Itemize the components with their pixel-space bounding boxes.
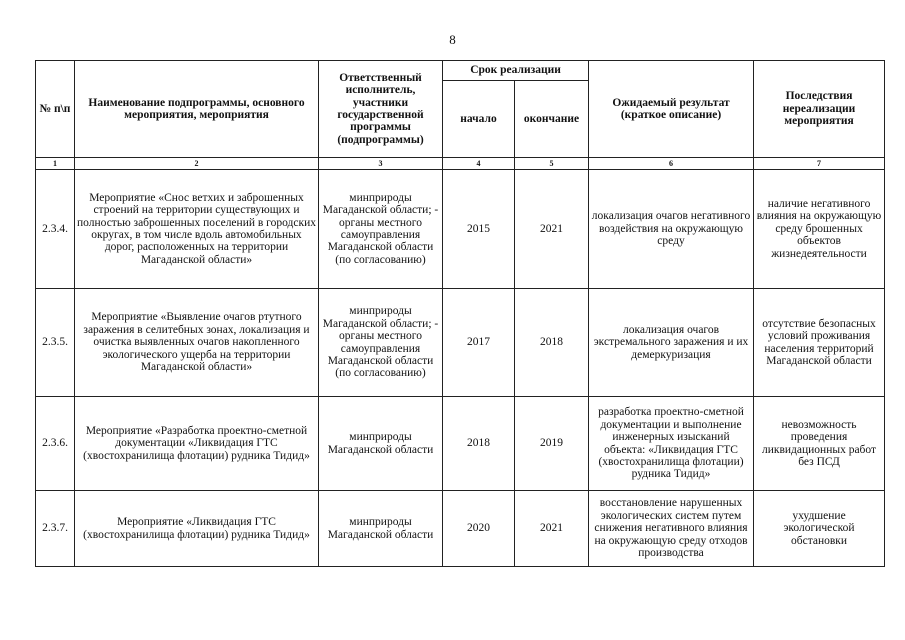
row-num: 2.3.5. bbox=[36, 289, 75, 397]
row-num: 2.3.7. bbox=[36, 491, 75, 567]
row-num: 2.3.4. bbox=[36, 170, 75, 289]
table-row bbox=[36, 170, 885, 289]
table-row bbox=[36, 491, 885, 567]
header-start: начало bbox=[443, 81, 515, 158]
row-start: 2020 bbox=[443, 491, 515, 567]
row-num: 2.3.6. bbox=[36, 397, 75, 491]
row-executor: минприроды Магаданской области; - органы местного самоуправления Магаданской области (по согласованию) bbox=[319, 170, 443, 289]
row-consequences: ухудшение экологической обстановки bbox=[754, 491, 885, 567]
column-numbers-row bbox=[36, 158, 885, 170]
header-end: окончание bbox=[515, 81, 589, 158]
header-name: Наименование подпрограммы, основного мероприятия, мероприятия bbox=[75, 61, 319, 158]
row-end: 2021 bbox=[515, 170, 589, 289]
row-executor: минприроды Магаданской области bbox=[319, 397, 443, 491]
row-name: Мероприятие «Разработка проектно-сметной документации «Ликвидация ГТС (хвостохранилища флотации) рудника Тидид» bbox=[75, 397, 319, 491]
column-number: 4 bbox=[443, 158, 515, 170]
header-period: Срок реализации bbox=[443, 61, 589, 81]
column-number: 5 bbox=[515, 158, 589, 170]
column-number: 6 bbox=[589, 158, 754, 170]
column-number: 1 bbox=[36, 158, 75, 170]
program-table bbox=[35, 60, 885, 567]
row-result: восстановление нарушенных экологических систем путем снижения негативного влияния на окружающую среду отходов производства bbox=[589, 491, 754, 567]
header-consequences: Последствия нереализации мероприятия bbox=[754, 61, 885, 158]
row-consequences: отсутствие безопасных условий проживания населения территорий Магаданской области bbox=[754, 289, 885, 397]
row-consequences: невозможность проведения ликвидационных работ без ПСД bbox=[754, 397, 885, 491]
header-num: № п\п bbox=[36, 61, 75, 158]
row-consequences: наличие негативного влияния на окружающую среду брошенных объектов жизнедеятельности bbox=[754, 170, 885, 289]
row-start: 2017 bbox=[443, 289, 515, 397]
row-result: локализация очагов негативного воздействия на окружающую среду bbox=[589, 170, 754, 289]
row-name: Мероприятие «Снос ветхих и заброшенных строений на территории существующих и полностью заброшенных поселений в городских округах, в том числе вдоль автомобильных дорог, расположенных на территории Магаданской области» bbox=[75, 170, 319, 289]
row-executor: минприроды Магаданской области; - органы местного самоуправления Магаданской области (по согласованию) bbox=[319, 289, 443, 397]
column-number: 7 bbox=[754, 158, 885, 170]
row-name: Мероприятие «Выявление очагов ртутного заражения в селитебных зонах, локализация и очистка выявленных очагов накопленного экологического ущерба на территории Магаданской области» bbox=[75, 289, 319, 397]
row-end: 2021 bbox=[515, 491, 589, 567]
row-end: 2018 bbox=[515, 289, 589, 397]
row-name: Мероприятие «Ликвидация ГТС (хвостохранилища флотации) рудника Тидид» bbox=[75, 491, 319, 567]
row-result: локализация очагов экстремального заражения и их демеркуризация bbox=[589, 289, 754, 397]
page-number: 8 bbox=[449, 32, 456, 47]
row-end: 2019 bbox=[515, 397, 589, 491]
header-executor: Ответственный исполнитель, участники государственной программы (подпрограммы) bbox=[319, 61, 443, 158]
header-result: Ожидаемый результат (краткое описание) bbox=[589, 61, 754, 158]
row-start: 2018 bbox=[443, 397, 515, 491]
column-number: 3 bbox=[319, 158, 443, 170]
column-number: 2 bbox=[75, 158, 319, 170]
row-result: разработка проектно-сметной документации и выполнение инженерных изысканий объекта: «Ликвидация ГТС (хвостохранилища флотации) рудника Тидид» bbox=[589, 397, 754, 491]
row-start: 2015 bbox=[443, 170, 515, 289]
table-row bbox=[36, 397, 885, 491]
row-executor: минприроды Магаданской области bbox=[319, 491, 443, 567]
table-row bbox=[36, 289, 885, 397]
